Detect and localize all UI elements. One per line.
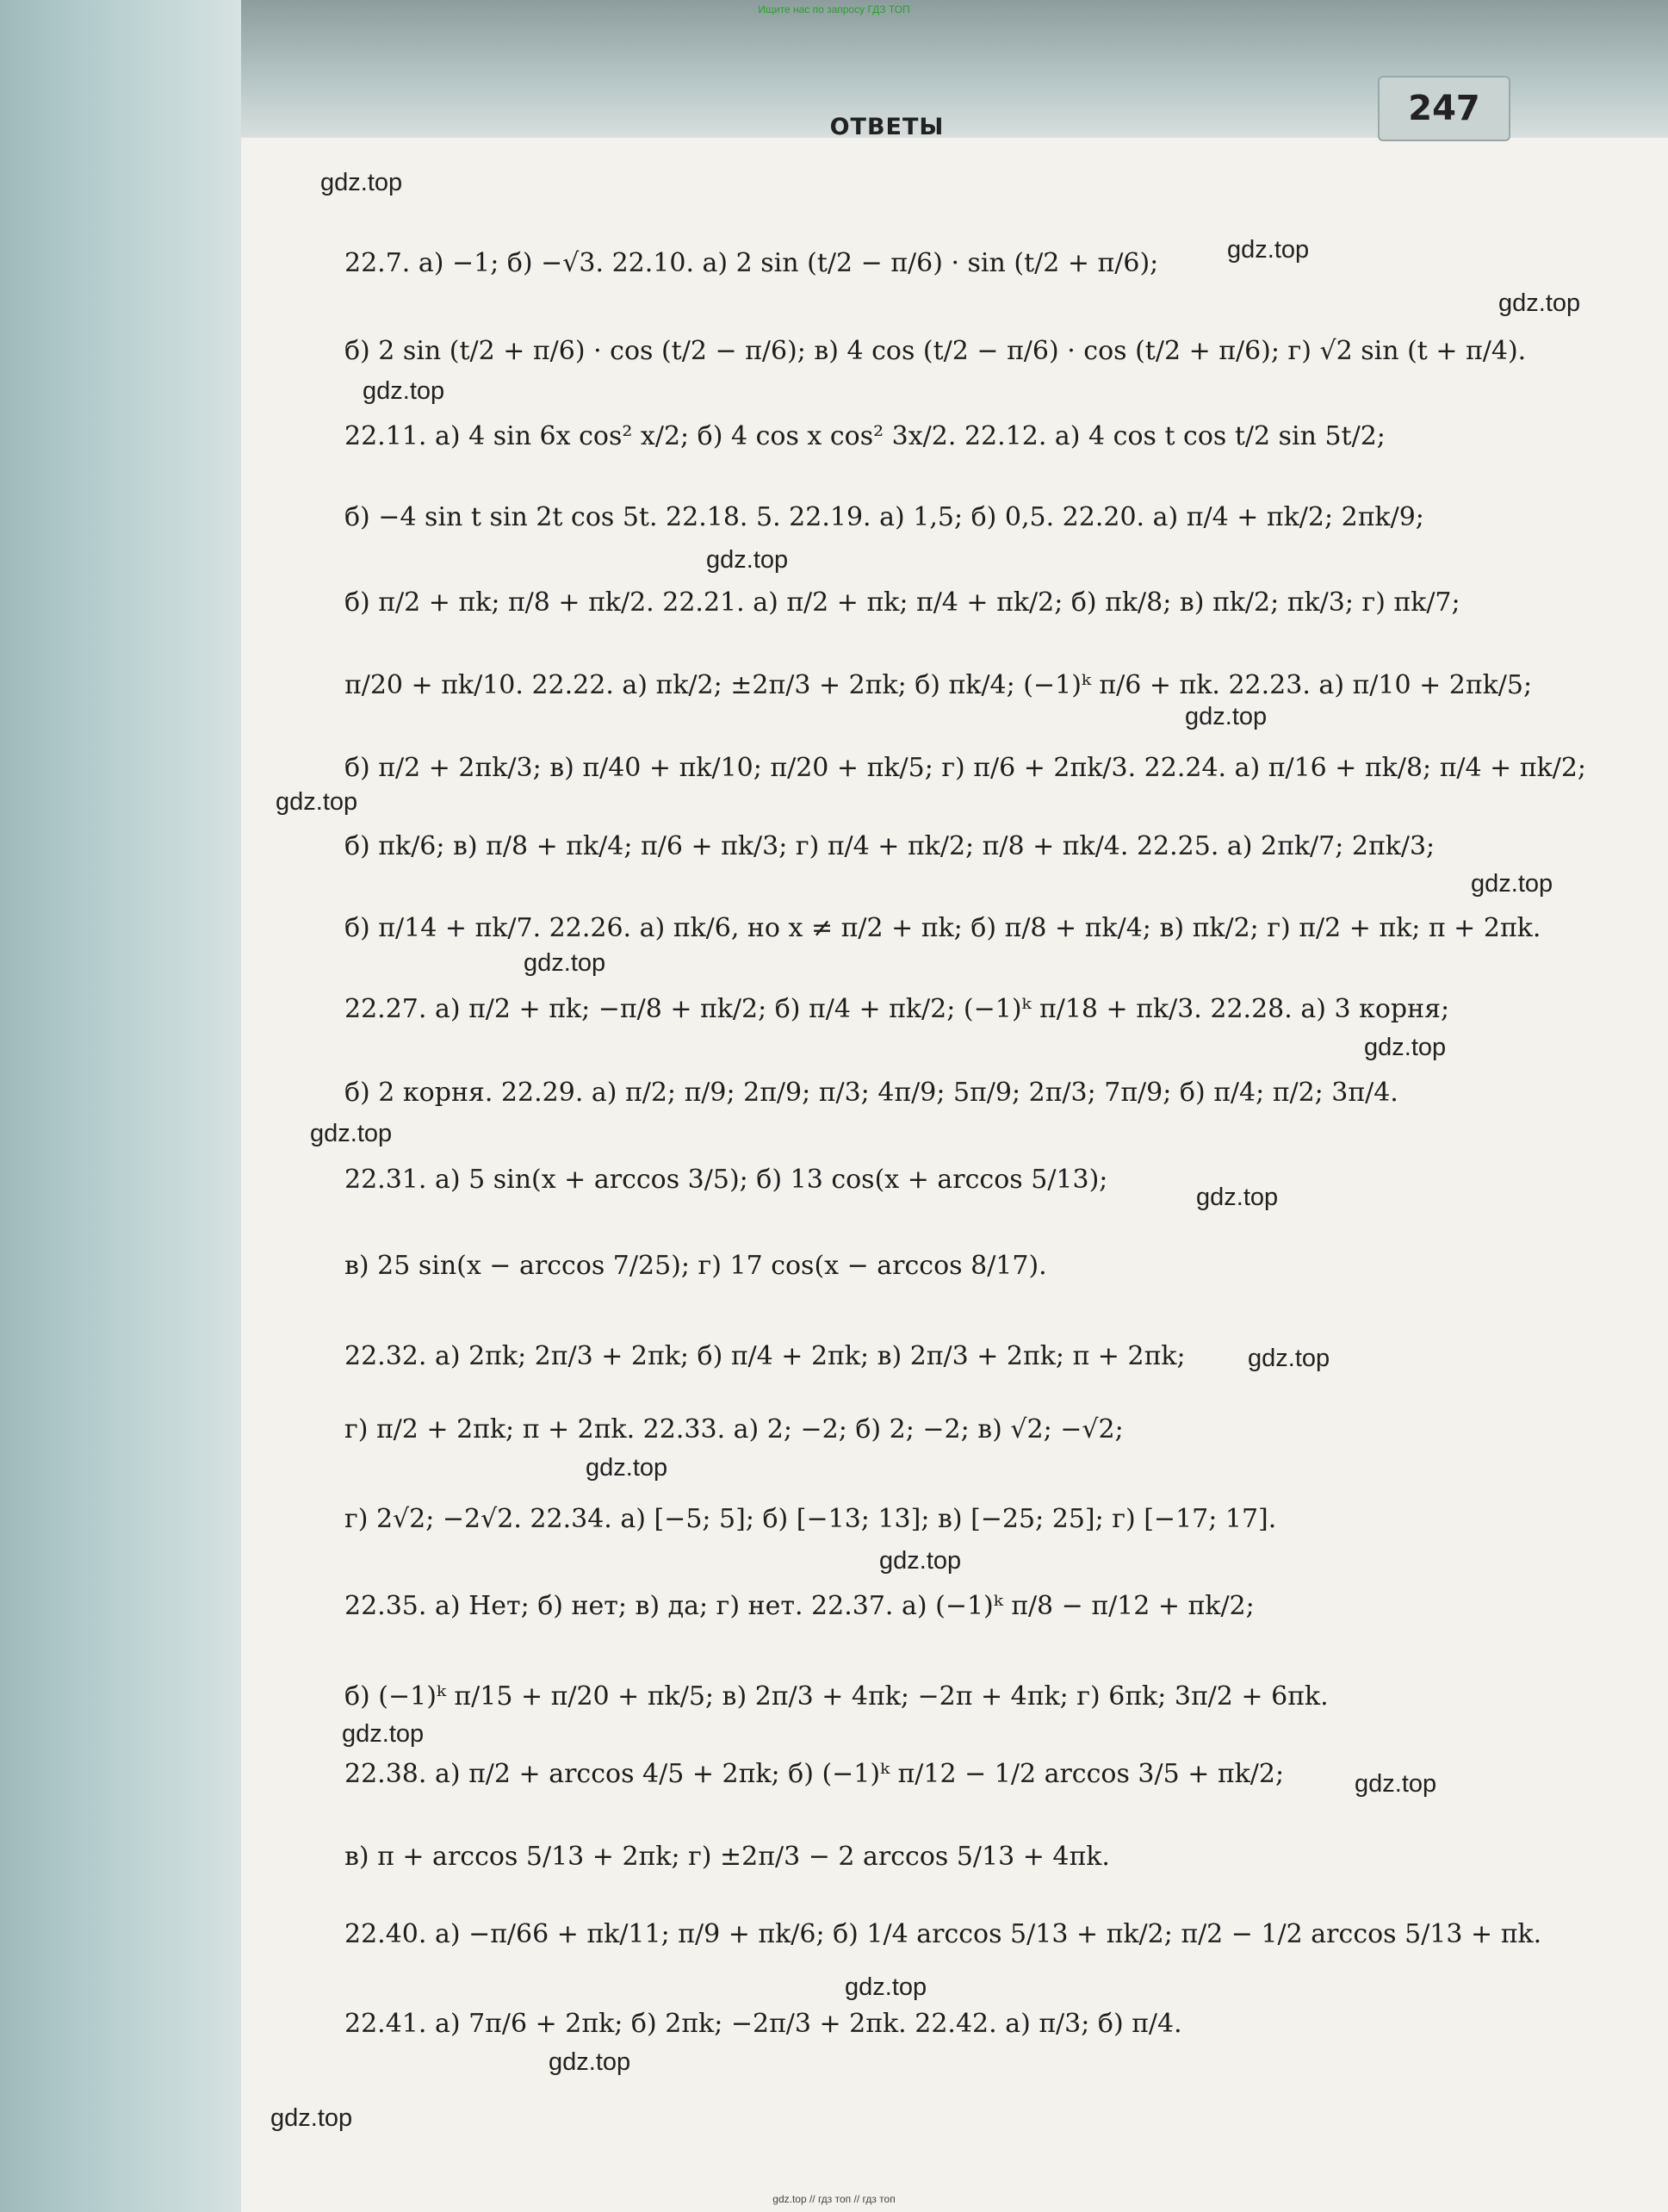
answer-line: в) 25 sin(x − arccos 7/25); г) 17 cos(x − arccos 8/17). [344, 1251, 1047, 1281]
watermark: gdz.top [342, 1720, 425, 1748]
watermark: gdz.top [1185, 703, 1268, 730]
watermark: gdz.top [549, 2048, 631, 2076]
answer-line: 22.38. а) π/2 + arccos 4/5 + 2πk; б) (−1)ᵏ π/12 − 1/2 arccos 3/5 + πk/2; [344, 1759, 1285, 1789]
watermark: gdz.top [845, 1973, 927, 2001]
watermark: gdz.top [586, 1454, 668, 1482]
page-title: ОТВЕТЫ [829, 114, 945, 140]
watermark: gdz.top [1498, 289, 1581, 317]
watermark: gdz.top [1196, 1184, 1279, 1211]
answer-line: г) π/2 + 2πk; π + 2πk. 22.33. а) 2; −2; б) 2; −2; в) √2; −√2; [344, 1414, 1124, 1445]
bottom-notice[interactable]: gdz.top // гдз топ // гдз топ [772, 2193, 896, 2205]
answer-line: π/20 + πk/10. 22.22. а) πk/2; ±2π/3 + 2πk; б) πk/4; (−1)ᵏ π/6 + πk. 22.23. а) π/10 + 2πk/5; [344, 670, 1533, 700]
watermark: gdz.top [320, 169, 403, 196]
answer-line: 22.11. а) 4 sin 6x cos² x/2; б) 4 cos x cos² 3x/2. 22.12. а) 4 cos t cos t/2 sin 5t/2; [344, 421, 1386, 451]
watermark: gdz.top [1248, 1345, 1330, 1372]
watermark: gdz.top [270, 2104, 353, 2132]
page-number: 247 [1378, 76, 1510, 141]
watermark: gdz.top [1471, 870, 1553, 898]
watermark: gdz.top [1355, 1770, 1437, 1798]
top-notice[interactable]: Ищите нас по запросу ГДЗ ТОП [758, 3, 910, 16]
watermark: gdz.top [706, 546, 789, 574]
answer-line: г) 2√2; −2√2. 22.34. а) [−5; 5]; б) [−13; 13]; в) [−25; 25]; г) [−17; 17]. [344, 1504, 1277, 1534]
watermark: gdz.top [524, 949, 606, 977]
watermark: gdz.top [1227, 236, 1310, 264]
answer-line: б) −4 sin t sin 2t cos 5t. 22.18. 5. 22.19. а) 1,5; б) 0,5. 22.20. а) π/4 + πk/2; 2πk/9; [344, 502, 1424, 532]
answer-line: 22.32. а) 2πk; 2π/3 + 2πk; б) π/4 + 2πk; в) 2π/3 + 2πk; π + 2πk; [344, 1341, 1186, 1371]
watermark: gdz.top [310, 1120, 393, 1147]
answer-line: в) π + arccos 5/13 + 2πk; г) ±2π/3 − 2 arccos 5/13 + 4πk. [344, 1842, 1110, 1872]
watermark: gdz.top [1364, 1034, 1447, 1061]
answer-line: 22.27. а) π/2 + πk; −π/8 + πk/2; б) π/4 + πk/2; (−1)ᵏ π/18 + πk/3. 22.28. а) 3 корня; [344, 994, 1450, 1024]
answer-line: 22.41. а) 7π/6 + 2πk; б) 2πk; −2π/3 + 2πk. 22.42. а) π/3; б) π/4. [344, 2009, 1182, 2039]
answer-line: б) 2 корня. 22.29. а) π/2; π/9; 2π/9; π/3; 4π/9; 5π/9; 2π/3; 7π/9; б) π/4; π/2; 3π/4. [344, 1078, 1398, 1108]
page-side-band [0, 0, 241, 2212]
answer-line: 22.7. а) −1; б) −√3. 22.10. а) 2 sin (t/2 − π/6) · sin (t/2 + π/6); [344, 248, 1159, 278]
watermark: gdz.top [276, 788, 358, 816]
watermark: gdz.top [363, 377, 445, 405]
answer-line: б) πk/6; в) π/8 + πk/4; π/6 + πk/3; г) π/4 + πk/2; π/8 + πk/4. 22.25. а) 2πk/7; 2πk/3; [344, 831, 1435, 861]
watermark: gdz.top [879, 1547, 962, 1575]
answer-line: б) π/2 + πk; π/8 + πk/2. 22.21. а) π/2 + πk; π/4 + πk/2; б) πk/8; в) πk/2; πk/3; г) πk/7; [344, 587, 1460, 618]
answer-line: б) (−1)ᵏ π/15 + π/20 + πk/5; в) 2π/3 + 4πk; −2π + 4πk; г) 6πk; 3π/2 + 6πk. [344, 1681, 1329, 1712]
answer-line: 22.40. а) −π/66 + πk/11; π/9 + πk/6; б) 1/4 arccos 5/13 + πk/2; π/2 − 1/2 arccos 5/13 + πk. [344, 1919, 1542, 1949]
answer-line: 22.31. а) 5 sin(x + arccos 3/5); б) 13 cos(x + arccos 5/13); [344, 1165, 1108, 1195]
answer-line: б) 2 sin (t/2 + π/6) · cos (t/2 − π/6); в) 4 cos (t/2 − π/6) · cos (t/2 + π/6); г) √2 sin (t + π/4). [344, 336, 1527, 366]
answer-line: 22.35. а) Нет; б) нет; в) да; г) нет. 22.37. а) (−1)ᵏ π/8 − π/12 + πk/2; [344, 1591, 1255, 1621]
answer-line: б) π/2 + 2πk/3; в) π/40 + πk/10; π/20 + πk/5; г) π/6 + 2πk/3. 22.24. а) π/16 + πk/8; π/4 + πk/2; [344, 753, 1587, 783]
answer-line: б) π/14 + πk/7. 22.26. а) πk/6, но x ≠ π/2 + πk; б) π/8 + πk/4; в) πk/2; г) π/2 + πk; π + 2πk. [344, 913, 1541, 943]
